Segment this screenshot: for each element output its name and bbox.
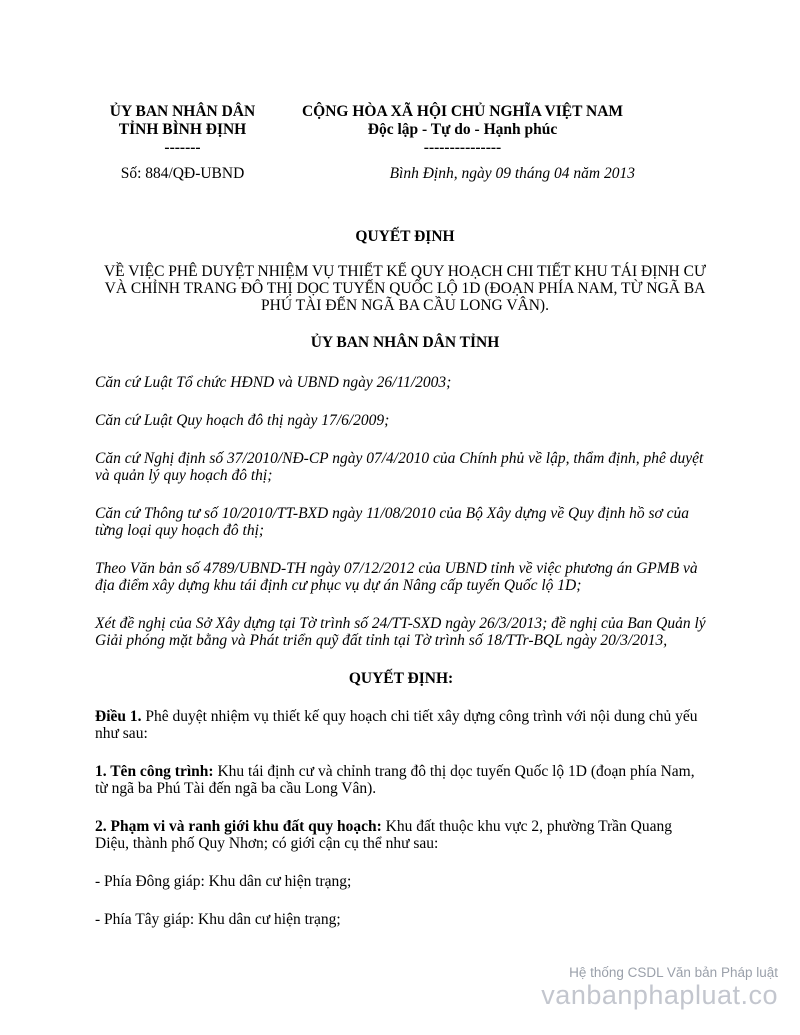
authority-line-2: TỈNH BÌNH ĐỊNH — [118, 121, 247, 138]
boundary-west: - Phía Tây giáp: Khu dân cư hiện trạng; — [95, 911, 341, 928]
item-1 — [95, 763, 707, 797]
document-title: QUYẾT ĐỊNH — [355, 228, 455, 245]
item-1-label: 1. Tên công trình: — [95, 763, 214, 780]
decision-heading: QUYẾT ĐỊNH: — [348, 670, 454, 687]
legal-basis: Xét đề nghị của Sở Xây dựng tại Tờ trình số 24/TT-SXD ngày 26/3/2013; đề nghị của Ban Quản lý Giải phóng mặt bằng và Phát triển quỹ đất tỉnh tại Tờ trình số 18/TTr-BQL ngày 20/3/2013, — [95, 615, 706, 649]
authority-heading: ỦY BAN NHÂN DÂN TỈNH — [310, 334, 500, 351]
item-2 — [95, 818, 707, 852]
legal-basis: Căn cứ Nghị định số 37/2010/NĐ-CP ngày 07/4/2010 của Chính phủ về lập, thẩm định, phê duyệt và quản lý quy hoạch đô thị; — [95, 450, 704, 484]
item-2-label: 2. Phạm vi và ranh giới khu đất quy hoạch: — [95, 818, 382, 835]
article-1-text: Phê duyệt nhiệm vụ thiết kế quy hoạch chi tiết xây dựng công trình với nội dung chủ yếu như sau: — [95, 708, 698, 742]
document-date: Bình Định, ngày 09 tháng 04 năm 2013 — [389, 165, 635, 182]
article-1-label: Điều 1. — [95, 708, 142, 725]
site-watermark — [541, 965, 778, 1010]
item-1-text: Khu tái định cư và chỉnh trang đô thị dọc tuyến Quốc lộ 1D (đoạn phía Nam, từ ngã ba Phú Tài đến ngã ba cầu Long Vân). — [95, 763, 695, 797]
authority-line-1: ỦY BAN NHÂN DÂN — [109, 103, 256, 120]
legal-basis: Căn cứ Luật Quy hoạch đô thị ngày 17/6/2009; — [95, 412, 390, 429]
article-1 — [95, 708, 707, 742]
motto-line-1: CỘNG HÒA XÃ HỘI CHỦ NGHĨA VIỆT NAM — [301, 103, 624, 120]
legal-basis: Căn cứ Luật Tổ chức HĐND và UBND ngày 26/11/2003; — [95, 374, 452, 391]
legal-basis: Theo Văn bản số 4789/UBND-TH ngày 07/12/2012 của UBND tỉnh về việc phương án GPMB và địa điểm xây dựng khu tái định cư phục vụ dự án Nâng cấp tuyến Quốc lộ 1D; — [95, 560, 698, 594]
legal-basis: Căn cứ Thông tư số 10/2010/TT-BXD ngày 11/08/2010 của Bộ Xây dựng về Quy định hồ sơ của từng loại quy hoạch đô thị; — [95, 505, 690, 539]
item-2-text: Khu đất thuộc khu vực 2, phường Trần Quang Diệu, thành phố Quy Nhơn; có giới cận cụ thể như sau: — [95, 818, 672, 852]
authority-divider: ------- — [164, 139, 201, 156]
document-number: Số: 884/QĐ-UBND — [120, 165, 245, 182]
motto-divider: --------------- — [423, 139, 502, 156]
motto-line-2: Độc lập - Tự do - Hạnh phúc — [367, 121, 558, 138]
issuing-authority — [95, 103, 270, 157]
watermark-line-1: Hệ thống CSDL Văn bản Pháp luật — [569, 965, 778, 980]
document-subject: VỀ VIỆC PHÊ DUYỆT NHIỆM VỤ THIẾT KẾ QUY HOẠCH CHI TIẾT KHU TÁI ĐỊNH CƯ VÀ CHỈNH TRANG ĐÔ THỊ DỌC TUYẾN QUỐC LỘ 1D (ĐOẠN PHÍA NAM, TỪ NGÃ BA PHÚ TÀI ĐẾN NGÃ BA CẦU LONG VÂN). — [103, 263, 706, 314]
national-motto — [290, 103, 635, 157]
boundary-east: - Phía Đông giáp: Khu dân cư hiện trạng; — [95, 873, 352, 890]
watermark-line-2: vanbanphapluat.co — [541, 980, 778, 1010]
document-body — [95, 374, 707, 949]
